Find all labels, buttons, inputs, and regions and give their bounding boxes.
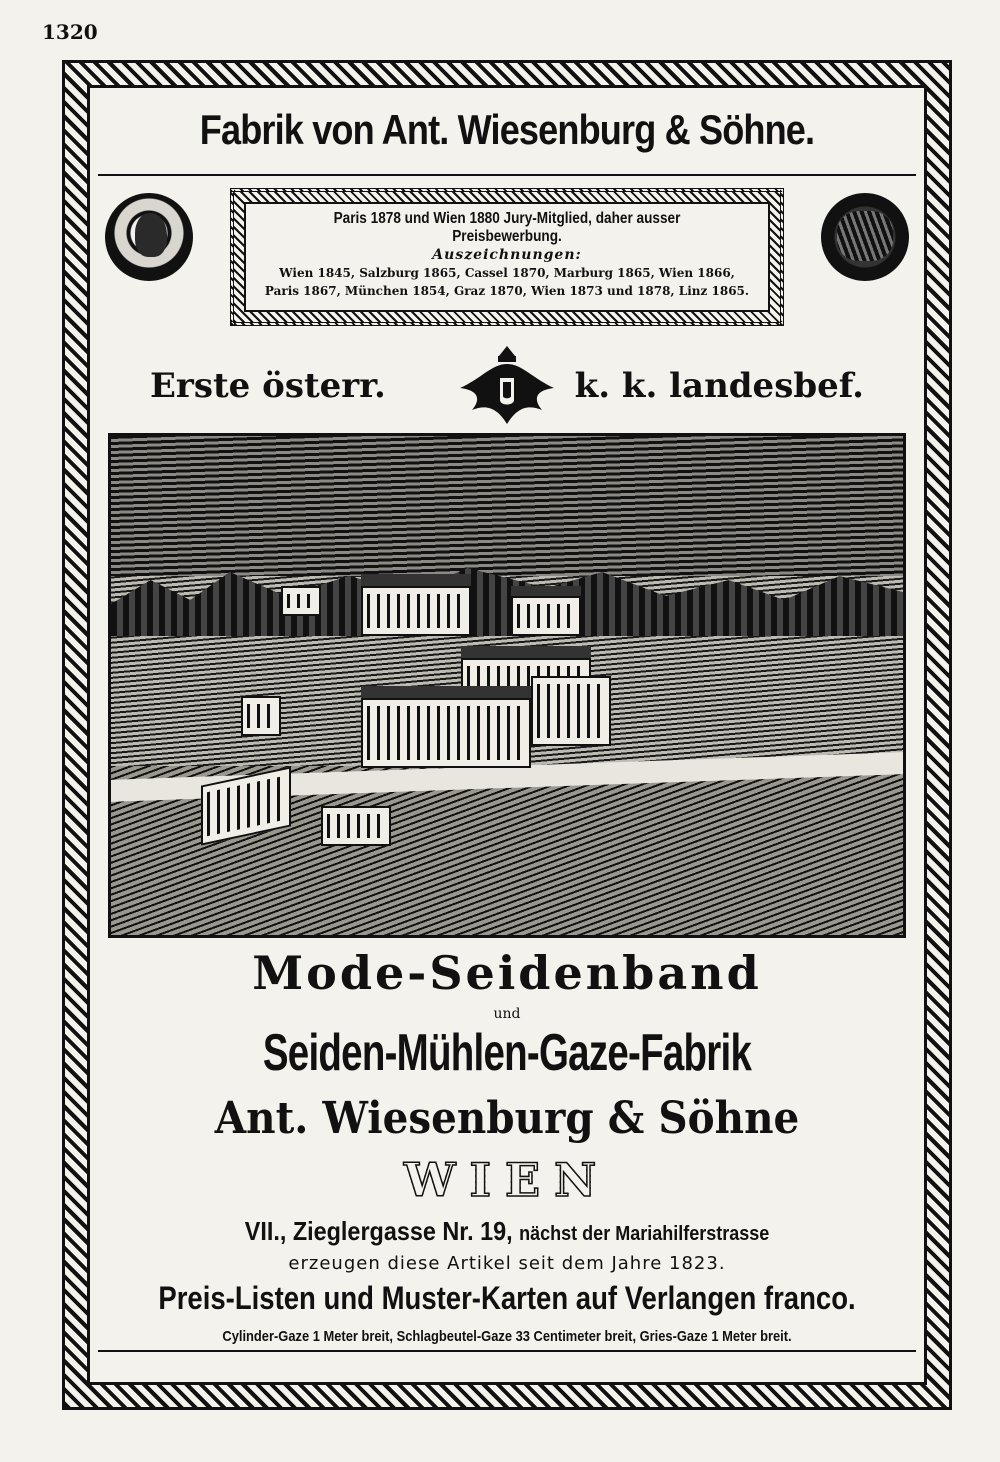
conjunction-text: und	[493, 1006, 521, 1022]
villa-building	[361, 586, 471, 636]
city-name-text: WIEN	[403, 1153, 611, 1207]
factory-engraving	[108, 433, 906, 938]
bottom-divider	[98, 1350, 916, 1352]
double-eagle-crest-icon	[452, 338, 562, 428]
address-landmark: nächst der Mariahilferstrasse	[519, 1223, 770, 1245]
crest-right-text: k. k. landesbef.	[574, 366, 864, 406]
product-title: Mode-Seidenband	[252, 946, 762, 1000]
awards-text	[244, 202, 770, 312]
company-name: Ant. Wiesenburg & Söhne	[214, 1093, 800, 1144]
cottage	[321, 806, 391, 846]
crest-left-text: Erste österr.	[150, 366, 386, 406]
awards-box	[230, 188, 784, 326]
advertisement-body	[87, 85, 927, 1385]
house-building	[511, 596, 581, 636]
gauze-sizes-text: Cylinder-Gaze 1 Meter breit, Schlagbeutel-Gaze 33 Centimeter breit, Gries-Gaze 1 Meter breit.	[222, 1328, 792, 1345]
awards-jury-line: Paris 1878 und Wien 1880 Jury-Mitglied, daher ausser Preisbewerbung.	[333, 210, 681, 245]
awards-list-line-1: Wien 1845, Salzburg 1865, Cassel 1870, Marburg 1865, Wien 1866,	[279, 266, 735, 280]
factory-building	[361, 698, 531, 768]
factory-wing	[531, 676, 611, 746]
awards-heading: Auszeichnungen:	[432, 247, 582, 263]
address-street: VII., Zieglergasse Nr. 19,	[244, 1216, 513, 1246]
engraving-sky	[111, 436, 903, 576]
price-list-text: Preis-Listen und Muster-Karten auf Verlangen franco.	[158, 1280, 856, 1316]
header-divider	[98, 174, 916, 176]
relief-medal-icon	[821, 193, 909, 281]
header-title: Fabrik von Ant. Wiesenburg & Söhne.	[199, 106, 815, 153]
portrait-medal-icon	[105, 193, 193, 281]
portrait-profile	[135, 213, 167, 257]
page-number: 1320	[42, 20, 98, 44]
small-house	[241, 696, 281, 736]
far-house	[281, 586, 321, 616]
address-line	[132, 1216, 883, 1247]
advertisement-frame	[62, 60, 952, 1410]
relief-scene	[837, 211, 893, 261]
awards-list-line-2: Paris 1867, München 1854, Graz 1870, Wien 1873 und 1878, Linz 1865.	[264, 284, 750, 298]
factory-title: Seiden-Mühlen-Gaze-Fabrik	[262, 1024, 752, 1082]
crest-row	[90, 338, 924, 428]
city-name	[90, 1153, 924, 1207]
since-text: erzeugen diese Artikel seit dem Jahre 1823.	[288, 1253, 726, 1274]
